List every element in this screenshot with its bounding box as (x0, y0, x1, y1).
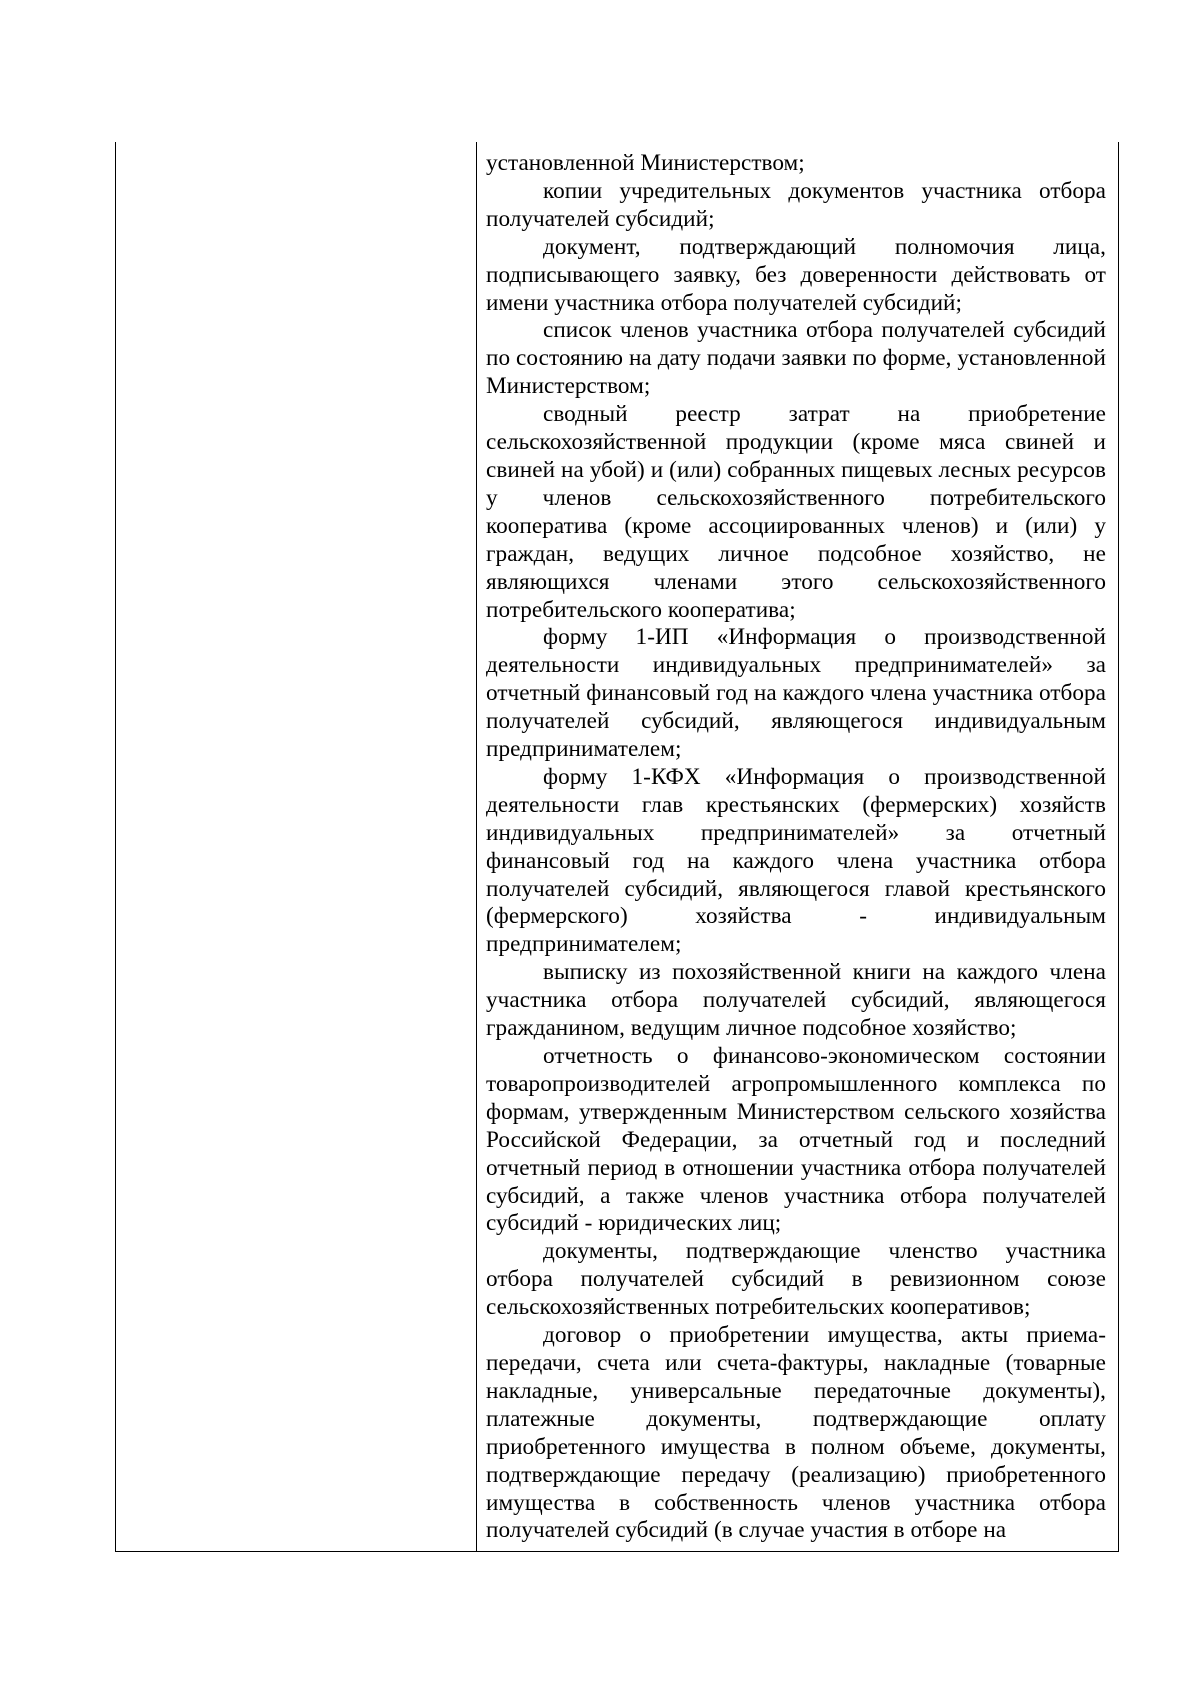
column-divider (476, 142, 477, 1551)
paragraph: отчетность о финансово-экономическом состоянии товаропроизводителей агропромышленного комплекса по формам, утвержденным Министерством сельского хозяйства Российской Федерации, за отчетный год и последний отчетный период в отношении участника отбора получателей субсидий, а также членов участника отбора получателей субсидий - юридических лиц; (486, 1043, 1106, 1237)
table-left-cell (116, 142, 476, 1551)
paragraph: договор о приобретении имущества, акты приема-передачи, счета или счета-фактуры, накладные (товарные накладные, универсальные передаточные документы), платежные документы, подтверждающие оплату приобретенного имущества в полном объеме, документы, подтверждающие передачу (реализацию) приобретенного имущества в собственность членов участника отбора получателей субсидий (в случае участия в отборе на (486, 1322, 1106, 1544)
paragraph: выписку из похозяйственной книги на каждого члена участника отбора получателей субсидий, являющегося гражданином, ведущим личное подсобное хозяйство; (486, 959, 1106, 1042)
paragraph: документ, подтверждающий полномочия лица, подписывающего заявку, без доверенности действовать от имени участника отбора получателей субсидий; (486, 233, 1106, 316)
paragraph: форму 1-КФХ «Информация о производственной деятельности глав крестьянских (фермерских) хозяйств индивидуальных предпринимателей» за отчетный финансовый год на каждого члена участника отбора получателей субсидий, являющегося главой крестьянского (фермерского) хозяйства - индивидуальным предпринимателем; (486, 763, 1106, 958)
paragraph: список членов участника отбора получателей субсидий по состоянию на дату подачи заявки по форме, установленной Министерством; (486, 317, 1106, 400)
paragraph: сводный реестр затрат на приобретение сельскохозяйственной продукции (кроме мяса свиней и свиней на убой) и (или) собранных пищевых лесных ресурсов у членов сельскохозяйственного потребительского кооператива (кроме ассоциированных членов) и (или) у граждан, ведущих личное подсобное хозяйство, не являющихся членами этого сельскохозяйственного потребительского кооператива; (486, 401, 1106, 623)
paragraph: копии учредительных документов участника отбора получателей субсидий; (486, 177, 1106, 232)
document-table (115, 142, 1119, 1552)
table-right-cell (486, 150, 1106, 1545)
paragraph: форму 1-ИП «Информация о производственной деятельности индивидуальных предпринимателей» за отчетный финансовый год на каждого члена участника отбора получателей субсидий, являющегося индивидуальным предпринимателем; (486, 624, 1106, 763)
paragraph: документы, подтверждающие членство участника отбора получателей субсидий в ревизионном союзе сельскохозяйственных потребительских кооперативов; (486, 1238, 1106, 1321)
paragraph: установленной Министерством; (486, 150, 805, 176)
